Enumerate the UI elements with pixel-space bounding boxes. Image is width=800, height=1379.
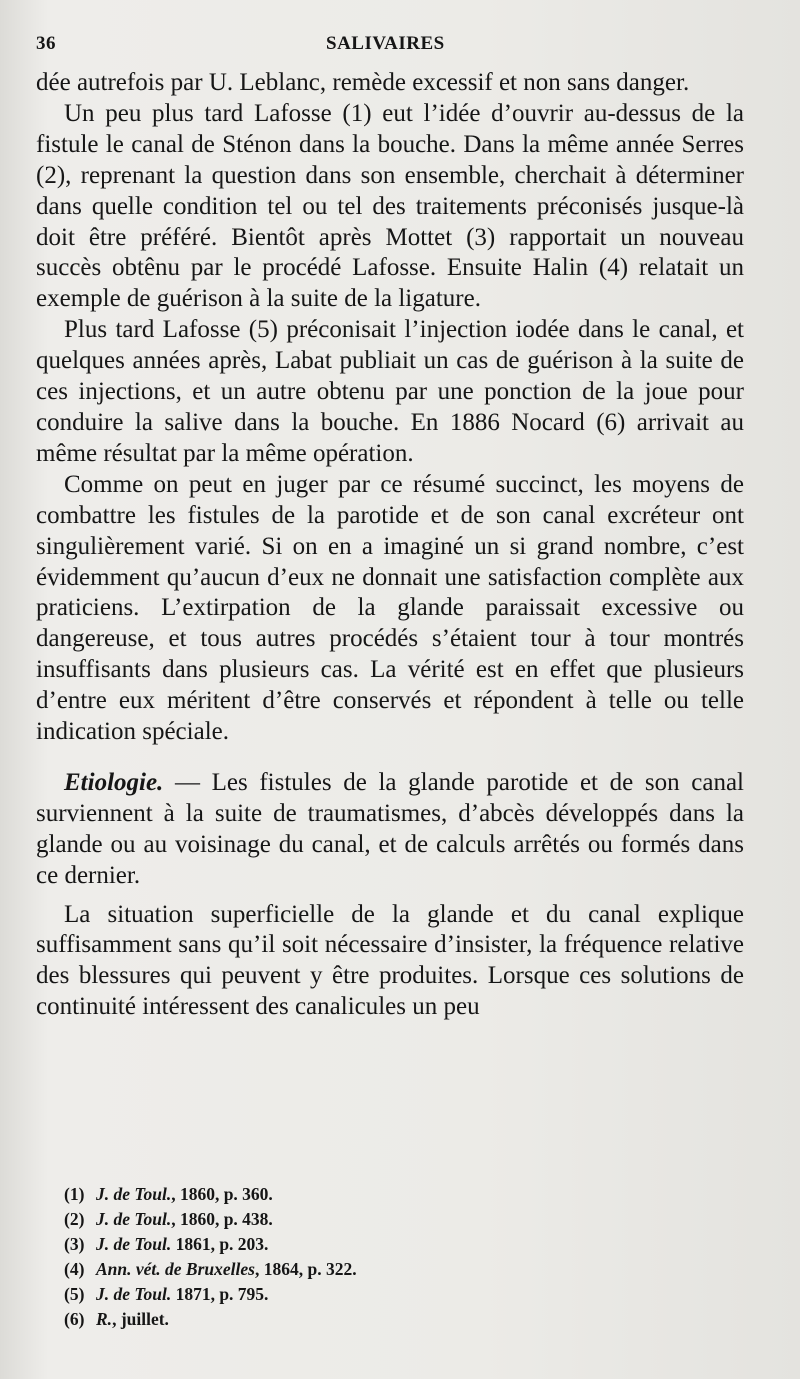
footnote-rest: , 1864, p. 322. — [254, 1259, 357, 1279]
paragraph-2: Plus tard Lafosse (5) préconisait l’injection iodée dans le canal, et quelques années après, Labat publiait un cas de guérison à la suite de ces injections, et un autre obtenu par une ponction de la joue pour conduire la salive dans la bouche. En 1886 Nocard (6) arrivait au même résultat par la même opération. — [36, 316, 744, 467]
footnote — [64, 1182, 664, 1207]
footnote — [64, 1282, 664, 1307]
page-number: 36 — [36, 33, 56, 54]
footnote-marker: (1) — [64, 1184, 85, 1204]
footnote-marker: (2) — [64, 1209, 85, 1229]
footnote-ref: J. de Toul. — [96, 1234, 172, 1254]
section-heading-etiologie: Etiologie. — [64, 768, 164, 796]
footnote-ref: R. — [96, 1309, 113, 1329]
footnote-rest: 1861, p. 203. — [171, 1234, 269, 1254]
paragraph-4-text: — Les fistules de la glande parotide et de son canal surviennent à la suite de traumatismes, d’abcès développés dans la glande ou au voisinage du canal, et de calculs arrêtés ou formés dans ce dernier. — [36, 768, 744, 889]
footnotes — [64, 1182, 664, 1332]
footnote — [64, 1232, 664, 1257]
footnote-rest: , juillet. — [112, 1309, 169, 1329]
footnote-rest: , 1860, p. 360. — [171, 1184, 273, 1204]
paragraph-1: Un peu plus tard Lafosse (1) eut l’idée d’ouvrir au-dessus de la fistule le canal de Sténon dans la bouche. Dans la même année Serres (2), reprenant la question dans son ensemble, cherchait à déterminer dans quelle condition tel ou tel des traitements préconisés jusque-là doit être préféré. Bientôt après Mottet (3) rapportait un nouveau succès obtênu par le procédé Lafosse. Ensuite Halin (4) relatait un exemple de guérison à la suite de la ligature. — [36, 99, 744, 313]
footnote-ref: J. de Toul. — [96, 1284, 172, 1304]
footnote — [64, 1207, 664, 1232]
footnote — [64, 1307, 664, 1332]
paragraph-0: dée autrefois par U. Leblanc, remède excessif et non sans danger. — [36, 69, 690, 96]
footnote-marker: (3) — [64, 1234, 85, 1254]
footnote-marker: (4) — [64, 1259, 85, 1279]
paragraph-3: Comme on peut en juger par ce résumé succinct, les moyens de combattre les fistules de la parotide et de son canal excréteur ont singulièrement varié. Si on en a imaginé un si grand nombre, c’est évidemment qu’aucun d’eux ne donnait une satisfaction complète aux praticiens. L’extirpation de la glande paraissait excessive ou dangereuse, et tous autres procédés s’étaient tour à tour montrés insuffisants dans plusieurs cas. La vérité est en effet que plusieurs d’entre eux méritent d’être conservés et répondent à telle ou telle indication spéciale. — [36, 470, 744, 746]
footnote — [64, 1257, 664, 1282]
footnote-ref: J. de Toul. — [96, 1209, 172, 1229]
footnote-rest: 1871, p. 795. — [171, 1284, 269, 1304]
footnote-ref: Ann. vét. de Bruxelles — [96, 1259, 255, 1279]
running-title: SALIVAIRES — [326, 33, 445, 54]
footnote-marker: (6) — [64, 1309, 85, 1329]
body-text — [36, 68, 744, 1023]
paragraph-etiologie — [36, 768, 744, 892]
running-head — [36, 33, 766, 59]
paragraph-5: La situation superficielle de la glande et du canal explique suffisamment sans qu’il soit nécessaire d’insister, la fréquence relative des blessures qui peuvent y être produites. Lorsque ces solutions de continuité intéressent des canalicules un peu — [36, 900, 744, 1021]
footnote-rest: , 1860, p. 438. — [171, 1209, 273, 1229]
footnote-ref: J. de Toul. — [96, 1184, 172, 1204]
footnote-marker: (5) — [64, 1284, 85, 1304]
